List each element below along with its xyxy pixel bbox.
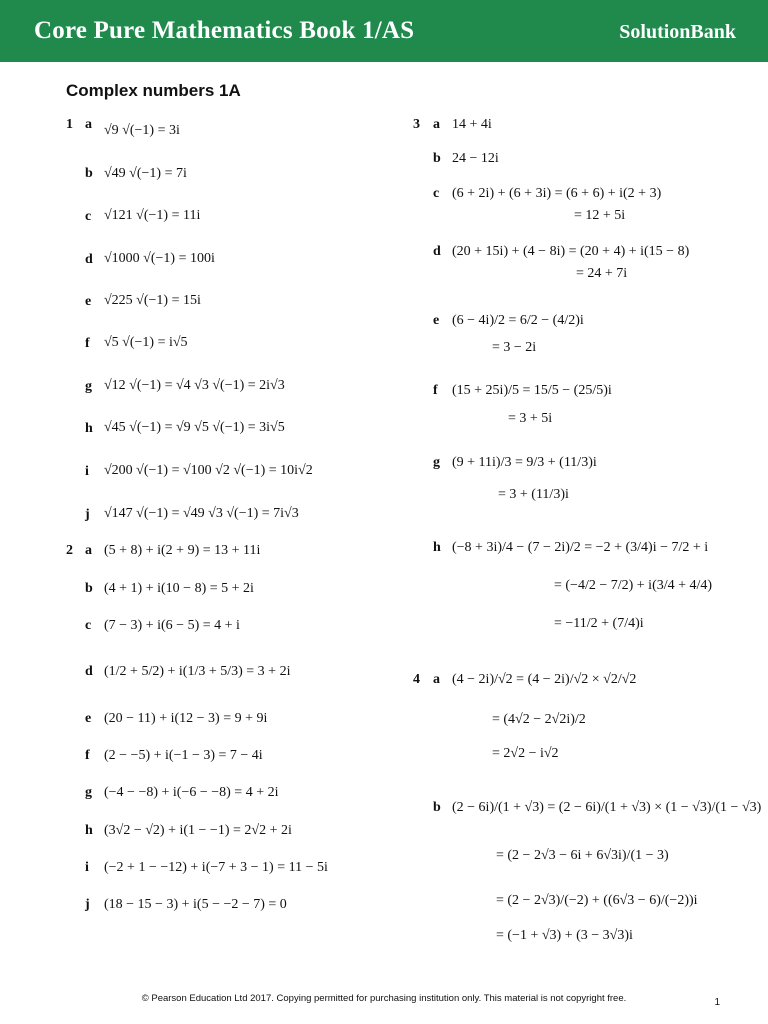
math-line: = 3 + (11/3)i: [498, 487, 569, 502]
book-title: Core Pure Mathematics Book 1/AS: [34, 17, 415, 44]
brand-label: SolutionBank: [619, 21, 736, 43]
math-line: = (2 − 2√3)/(−2) + ((6√3 − 6)/(−2))i: [496, 893, 698, 908]
part-letter: c: [433, 186, 440, 201]
math-line: √49 √(−1) = 7i: [104, 166, 187, 181]
part-letter: a: [433, 117, 440, 132]
part-letter: f: [433, 383, 438, 398]
part-letter: c: [85, 618, 92, 633]
math-line: √9 √(−1) = 3i: [104, 123, 180, 138]
part-letter: b: [85, 581, 93, 596]
part-letter: f: [85, 748, 90, 763]
math-line: (1/2 + 5/2) + i(1/3 + 5/3) = 3 + 2i: [104, 664, 291, 679]
part-letter: e: [85, 711, 92, 726]
question-number: 3: [413, 117, 420, 132]
part-letter: b: [433, 151, 441, 166]
question-number: 2: [66, 543, 73, 558]
copyright-notice: © Pearson Education Ltd 2017. Copying permitted for purchasing institution only. This material is not copyright free.: [141, 993, 627, 1004]
math-line: (3√2 − √2) + i(1 − −1) = 2√2 + 2i: [104, 823, 292, 838]
part-letter: b: [85, 166, 93, 181]
part-letter: e: [85, 294, 92, 309]
part-letter: d: [433, 244, 441, 259]
math-line: = 3 − 2i: [492, 340, 537, 355]
math-line: (2 − 6i)/(1 + √3) = (2 − 6i)/(1 + √3) × (1 − √3)/(1 − √3): [452, 800, 762, 815]
math-line: = (2 − 2√3 − 6i + 6√3i)/(1 − 3): [496, 848, 669, 863]
part-letter: g: [433, 455, 440, 470]
math-line: = 12 + 5i: [574, 208, 626, 223]
part-letter: f: [85, 336, 90, 351]
math-line: √45 √(−1) = √9 √5 √(−1) = 3i√5: [104, 420, 285, 435]
part-letter: e: [433, 313, 440, 328]
math-line: (20 + 15i) + (4 − 8i) = (20 + 4) + i(15 − 8): [452, 244, 690, 259]
page-number: 1: [714, 997, 720, 1008]
math-line: √121 √(−1) = 11i: [104, 208, 201, 223]
math-line: (4 − 2i)/√2 = (4 − 2i)/√2 × √2/√2: [452, 672, 637, 687]
part-letter: d: [85, 664, 93, 679]
math-line: √5 √(−1) = i√5: [104, 335, 188, 350]
math-line: = 3 + 5i: [508, 411, 553, 426]
math-line: (2 − −5) + i(−1 − 3) = 7 − 4i: [104, 748, 263, 763]
part-letter: b: [433, 800, 441, 815]
math-line: (7 − 3) + i(6 − 5) = 4 + i: [104, 618, 240, 633]
math-line: = −11/2 + (7/4)i: [554, 616, 644, 631]
header-banner: [0, 0, 768, 62]
math-line: (−2 + 1 − −12) + i(−7 + 3 − 1) = 11 − 5i: [104, 860, 328, 875]
part-letter: i: [85, 860, 89, 875]
math-line: = (−4/2 − 7/2) + i(3/4 + 4/4): [554, 578, 713, 593]
math-line: √225 √(−1) = 15i: [104, 293, 201, 308]
part-letter: j: [85, 507, 90, 522]
math-line: (6 − 4i)/2 = 6/2 − (4/2)i: [452, 313, 584, 328]
math-line: = 2√2 − i√2: [492, 746, 559, 761]
question-number: 4: [413, 672, 420, 687]
math-line: √12 √(−1) = √4 √3 √(−1) = 2i√3: [104, 378, 285, 393]
math-line: (−4 − −8) + i(−6 − −8) = 4 + 2i: [104, 785, 279, 800]
part-letter: a: [85, 117, 92, 132]
math-line: 14 + 4i: [452, 117, 492, 132]
section-title: Complex numbers 1A: [66, 81, 241, 100]
math-line: = 24 + 7i: [576, 266, 628, 281]
math-line: √1000 √(−1) = 100i: [104, 251, 215, 266]
math-line: √147 √(−1) = √49 √3 √(−1) = 7i√3: [104, 506, 299, 521]
math-line: = (4√2 − 2√2i)/2: [492, 712, 586, 727]
part-letter: i: [85, 464, 89, 479]
part-letter: a: [433, 672, 440, 687]
math-line: (5 + 8) + i(2 + 9) = 13 + 11i: [104, 543, 261, 558]
part-letter: a: [85, 543, 92, 558]
math-line: (6 + 2i) + (6 + 3i) = (6 + 6) + i(2 + 3): [452, 186, 662, 201]
math-line: (4 + 1) + i(10 − 8) = 5 + 2i: [104, 581, 254, 596]
part-letter: h: [433, 540, 441, 555]
part-letter: j: [85, 897, 90, 912]
math-line: (9 + 11i)/3 = 9/3 + (11/3)i: [452, 455, 597, 470]
part-letter: d: [85, 252, 93, 267]
math-line: 24 − 12i: [452, 151, 499, 166]
math-line: (−8 + 3i)/4 − (7 − 2i)/2 = −2 + (3/4)i − 7/2 + i: [452, 540, 709, 555]
math-line: (18 − 15 − 3) + i(5 − −2 − 7) = 0: [104, 897, 287, 912]
math-line: (20 − 11) + i(12 − 3) = 9 + 9i: [104, 711, 268, 726]
math-line: √200 √(−1) = √100 √2 √(−1) = 10i√2: [104, 463, 313, 478]
part-letter: g: [85, 785, 92, 800]
part-letter: h: [85, 421, 93, 436]
math-line: = (−1 + √3) + (3 − 3√3)i: [496, 928, 633, 943]
part-letter: h: [85, 823, 93, 838]
part-letter: g: [85, 379, 92, 394]
question-number: 1: [66, 117, 73, 132]
part-letter: c: [85, 209, 92, 224]
math-line: (15 + 25i)/5 = 15/5 − (25/5)i: [452, 383, 612, 398]
